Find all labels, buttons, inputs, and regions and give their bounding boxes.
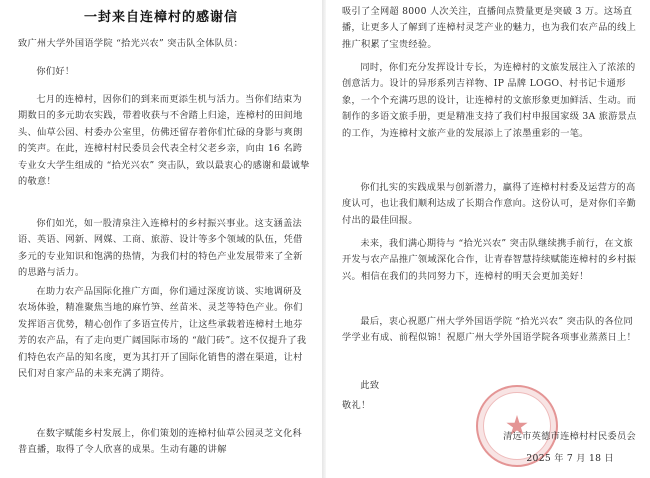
paragraph-left-3: 在助力农产品国际化推广方面，你们通过深度访谈、实地调研及农场体验，精准聚焦当地的麻竹笋、丝苗米、灵芝等特色产业。你们发挥语言优势，精心创作了多语宣传片，让这些承载着连樟村土地芬芳的农产品，有了走向更广阔国际市场的 “敲门砖”。这不仅提升了我们特色农产品的知名度，更为其打开了国际化销售的潜在渠道，让村民们对自家产品的未来充满了期待。 [18, 286, 307, 380]
letter-date: 2025 年 7 月 18 日 [526, 453, 614, 464]
letter-title: 一封来自连樟村的感谢信 [83, 10, 238, 25]
paragraph-right-4: 未来，我们满心期待与 “拾光兴农” 突击队继续携手前行，在文旅开发与农产品推广领域深化合作，让青春智慧持续赋能连樟村的乡村振兴。相信在我们的共同努力下，连樟村的明天会更加美好！ [342, 238, 637, 282]
closing-ci-zhi: 此致 [360, 380, 380, 391]
paragraph-right-1: 吸引了全网超 8000 人次关注，直播间点赞量更是突破 3 万。这场直播，让更多人了解到了连樟村灵芝产业的魅力，也为我们农产品的线上推广积累了宝贵经验。 [342, 6, 637, 50]
salutation: 致广州大学外国语学院 “拾光兴农” 突击队全体队员： [18, 38, 244, 49]
paragraph-left-4: 在数字赋能乡村发展上，你们策划的连樟村仙草公园灵芝文化科普直播，取得了令人欣喜的成果。生动有趣的讲解 [18, 428, 303, 456]
paragraph-left-2: 你们如光，如一股清泉注入连樟村的乡村振兴事业。这支涵盖法语、英语、网新、网媒、工商、旅游、设计等多个领域的队伍，凭借多元的专业知识和饱满的热情，为我们村的特色产业发展带来了全新的思路与活力。 [18, 218, 303, 279]
paragraph-left-1: 七月的连樟村，因你们的到来而更添生机与活力。当你们结束为期数日的多元助农实践，带着收获与不舍踏上归途，连樟村的田间地头、仙草公园、村委办公室里，仿佛还留存着你们忙碌的身影与爽朗的笑声。在此，连樟村村民委员会代表全村父老乡亲，向由 16 名跨专业女大学生组成的 “拾光兴农” 突击队，致以最衷心的感谢和最诚挚的敬意！ [18, 94, 310, 188]
letter-page-right [326, 0, 650, 478]
greeting: 你们好！ [36, 66, 75, 77]
letter-page-left [0, 0, 322, 478]
paragraph-right-5: 最后，衷心祝愿广州大学外国语学院 “拾光兴农” 突击队的各位同学学业有成、前程似锦！祝愿广州大学外国语学院各项事业蒸蒸日上！ [342, 316, 637, 344]
signature: 清远市英德市连樟村村民委员会 [503, 431, 636, 442]
closing-jing-li: 敬礼！ [342, 400, 371, 411]
paragraph-right-3: 你们扎实的实践成果与创新潜力，赢得了连樟村村委及运营方的高度认可，也让我们顺利达成了长期合作意向。这份认可，是对你们辛勤付出的最佳回报。 [342, 182, 637, 226]
paragraph-right-2: 同时，你们充分发挥设计专长，为连樟村的文旅发展注入了浓浓的创意活力。设计的异形系列吉祥物、IP 品牌 LOGO、村书记卡通形象，一个个充满巧思的设计，让连樟村的文旅形象更加鲜活、生动。而制作的多语文旅手册，更是精准支持了我们村申报国家级 3A 旅游景点的工作，为连樟村文旅产业的发展添上了浓墨重彩的一笔。 [342, 62, 637, 139]
